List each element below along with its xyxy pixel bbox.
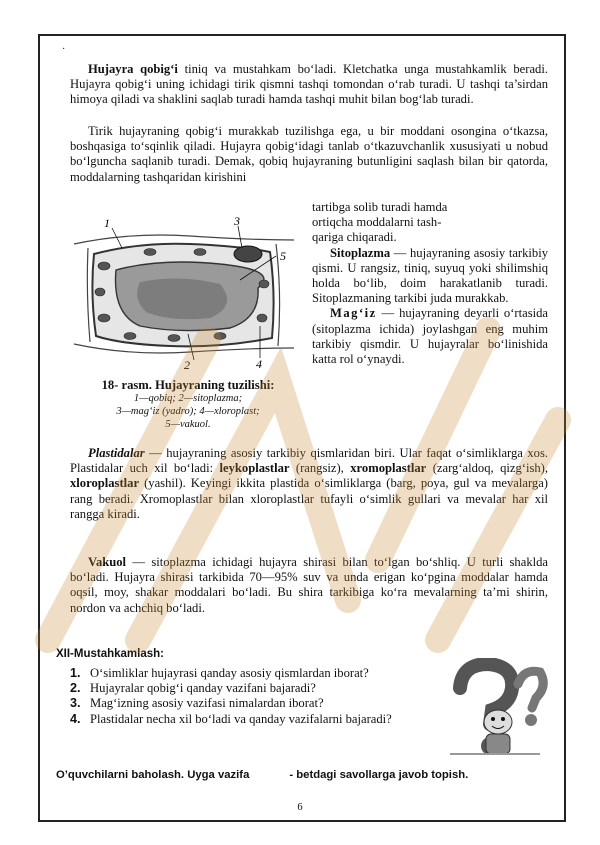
figure-label-4: 4 [256,357,262,371]
plastid-term: Plastidalar [88,446,145,460]
cell-structure-figure [70,214,296,372]
footer-right: - betdagi savollarga javob topish. [289,769,469,781]
question-mark-illustration [440,658,550,762]
question-text: Mag‘izning asosiy vazifasi nimalardan iborat? [90,696,324,711]
right-col-line-3: qariga chiqaradi. [312,230,397,245]
vacuole-term: Vakuol [88,555,127,569]
figure-caption [78,378,298,431]
chloroplast-term: xloroplastlar [70,476,140,491]
plastid-paragraph [70,446,548,522]
review-question [70,666,430,681]
vacuole-paragraph [70,555,548,616]
cytoplasm-term: Sitoplazma [330,245,391,260]
caption-title: 18- rasm. Hujayraning tuzilishi: [101,378,275,392]
vacuole-text: — sitoplazma ichidagi hujayra shirasi bilan to‘lgan bo‘shliq. U turli shaklda bo‘ladi. Hujayra shirasi tarkibida 70—95% suv va unda erigan ko‘pgina moddalar hamda oqsil, moy, shakar moddalari bo‘ladi. Bu shira tarkibiga ko‘ra mevalarning ta’mi shirin, nordon va achchiq bo‘ladi. [70,555,548,615]
page-number: 6 [297,802,303,813]
shell-paragraph [70,124,548,185]
intro-paragraph [70,62,548,108]
review-question-list [70,666,430,727]
intro-text: tiniq va mustahkam bo‘ladi. Kletchatka unga mustahkamlik beradi. Hujayra qobig‘i uning ichidagi tirik qismni tashqi tomondan o‘rab turadi. U tashqi ta’sirdan himoya qiladi va shaklini saqlab turadi hamda tashqi muhit bilan bog‘lab turadi. [70,62,548,107]
plastid-text-c: (zarg‘aldoq, qizg‘ish), [426,461,549,476]
question-number: 3. [70,696,81,711]
nucleus-text: — hujayraning deyarli o‘rtasida (sitoplazma ichida) joylashgan eng muhim tarkibiy qismdir. U hujayralar bo‘linishida katta rol o‘ynaydi. [312,306,548,367]
right-column [312,200,548,367]
leucoplast-term: leykoplastlar [219,461,290,476]
cytoplasm-text: — hujayraning asosiy tarkibiy qismi. U rangsiz, tiniq, suyuq yoki shilimshiq holda bo‘lib, doim harakatlanib turadi. Sitoplazmaning tarkibi juda murakkab. [312,245,548,306]
plastid-text-d: (yashil). Keyingi ikkita plastida o‘simliklarga (barg, poya, gul va mevalarga) rang beradi. Xromoplastlar bilan xloroplastlar tufayli o‘simlik gullari va mevalar har xil rangga kiradi. [70,476,548,521]
question-text: Hujayralar qobig‘i qanday vazifani bajaradi? [90,681,316,696]
question-number: 4. [70,711,81,726]
figure-label-3: 3 [234,214,240,228]
review-title: XII-Mustahkamlash: [56,648,164,660]
plastid-text-a: — hujayraning asosiy tarkibiy qismlaridan biri. Ular faqat o‘simliklarga xos. Plastidalar uch xil bo‘ladi: [70,446,548,476]
figure-label-1: 1 [104,216,110,230]
caption-line-2: 3—mag‘iz (yadro); 4—xloroplast; [116,406,260,417]
review-question [70,681,430,696]
intro-term: Hujayra qobig‘i [88,62,178,76]
question-text: O‘simliklar hujayrasi qanday asosiy qismlardan iborat? [90,666,369,680]
right-col-line-1: tartibga solib turadi hamda [312,200,448,214]
cytoplasm-paragraph [312,246,548,307]
right-col-line-2: ortiqcha moddalarni tash- [312,215,442,230]
figure-label-5: 5 [280,249,286,263]
chromoplast-term: xromoplastlar [350,461,427,476]
review-question [70,712,430,727]
caption-line-1: 1—qobiq; 2—sitoplazma; [133,393,243,404]
footer-left: O’quvchilarni baholash. Uyga vazifa [56,769,250,781]
top-mark: · [62,44,66,55]
shell-text: Tirik hujayraning qobig‘i murakkab tuzilishga ega, u bir moddani osongina o‘tkazsa, boshqasiga to‘sqinlik qiladi. Hujayra qobig‘idagi tanlab o‘tkazuvchanlik xususiyati u nobud bo‘lguncha saqlanib turadi. Demak, qobiq hujayraning butunligini saqlash bilan bir qatorda, moddalarning tashqaridan kirishini [70,124,548,184]
assessment-footer [56,769,536,781]
question-text: Plastidalar necha xil bo‘ladi va qanday vazifalarni bajaradi? [90,711,392,726]
nucleus-term: Mag‘iz [330,306,377,321]
question-number: 1. [70,666,81,680]
plastid-text-b: (rangsiz), [289,461,351,476]
nucleus-paragraph [312,306,548,367]
question-number: 2. [70,681,81,696]
figure-label-2: 2 [184,358,190,372]
review-question [70,696,430,711]
caption-line-3: 5—vakuol. [165,419,211,430]
